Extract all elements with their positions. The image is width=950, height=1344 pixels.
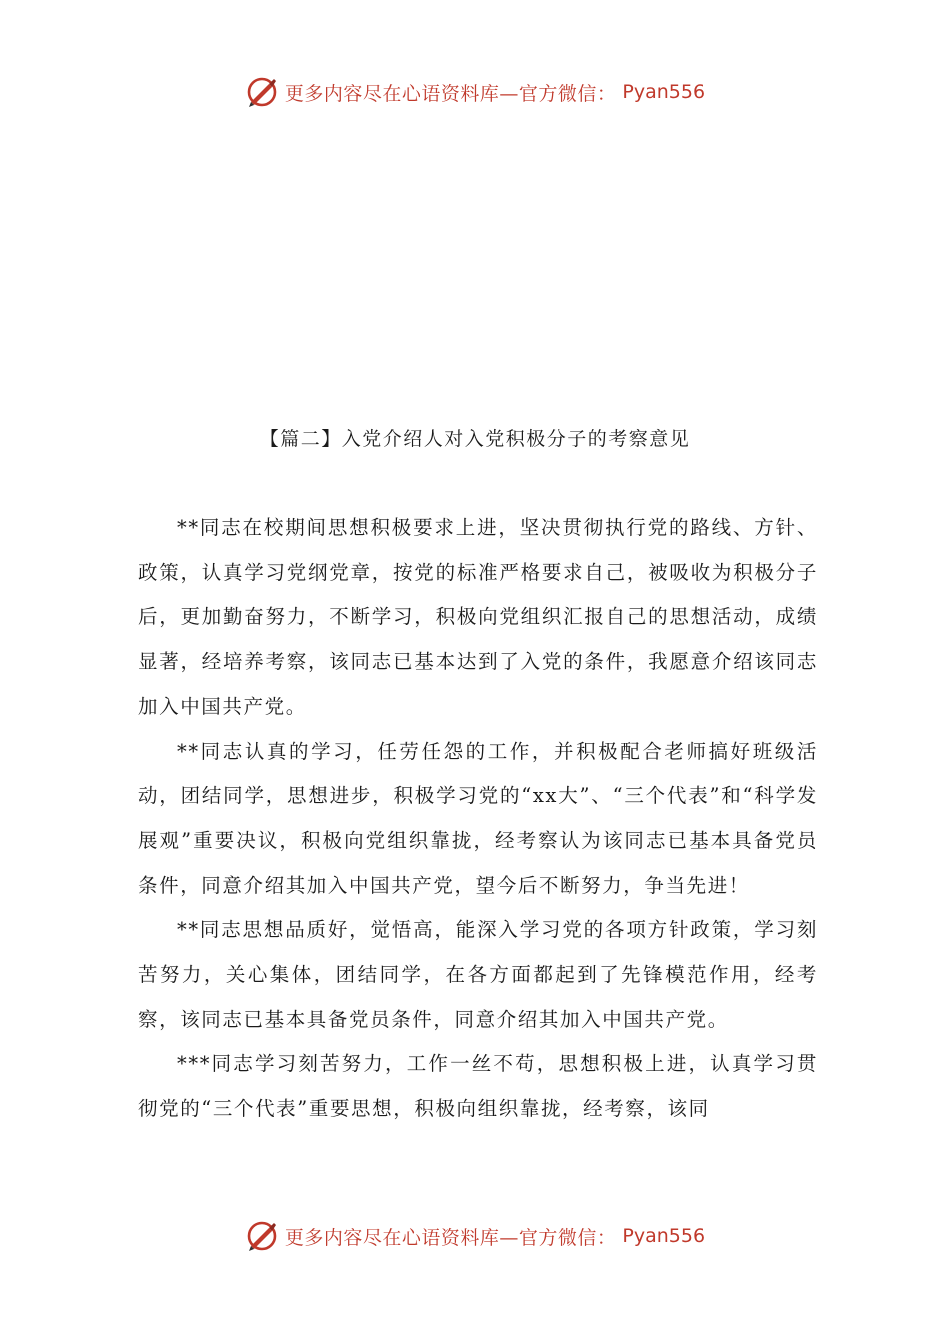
banner-wechat-id: Pyan556 xyxy=(622,1225,706,1247)
document-body xyxy=(138,506,818,1132)
banner-text: 更多内容尽在心语资料库—官方微信： xyxy=(284,82,617,105)
pen-logo-icon xyxy=(245,75,279,109)
paragraph: **同志认真的学习，任劳任怨的工作，并积极配合老师搞好班级活动，团结同学，思想进步，积极学习党的“xx大”、“三个代表”和“科学发展观”重要决议，积极向党组织靠拢，经考察认为该同志已基本具备党员条件，同意介绍其加入中国共产党，望今后不断努力，争当先进！ xyxy=(138,739,818,897)
document-title: 【篇二】入党介绍人对入党积极分子的考察意见 xyxy=(259,428,691,450)
banner-text: 更多内容尽在心语资料库—官方微信： xyxy=(284,1226,617,1249)
pen-logo-icon xyxy=(245,1219,279,1253)
paragraph: **同志思想品质好，觉悟高，能深入学习党的各项方针政策，学习刻苦努力，关心集体，团结同学，在各方面都起到了先锋模范作用，经考察，该同志已基本具备党员条件，同意介绍其加入中国共产党。 xyxy=(138,918,818,1031)
banner-wechat-id: Pyan556 xyxy=(622,81,706,103)
header-banner xyxy=(0,72,950,112)
paragraph: **同志在校期间思想积极要求上进，坚决贯彻执行党的路线、方针、政策，认真学习党纲党章，按党的标准严格要求自己，被吸收为积极分子后，更加勤奋努力，不断学习，积极向党组织汇报自己的思想活动，成绩显著，经培养考察，该同志已基本达到了入党的条件，我愿意介绍该同志加入中国共产党。 xyxy=(138,516,818,718)
paragraph: ***同志学习刻苦努力，工作一丝不苟，思想积极上进，认真学习贯彻党的“三个代表”重要思想，积极向组织靠拢，经考察，该同 xyxy=(138,1052,818,1121)
footer-banner xyxy=(0,1216,950,1256)
